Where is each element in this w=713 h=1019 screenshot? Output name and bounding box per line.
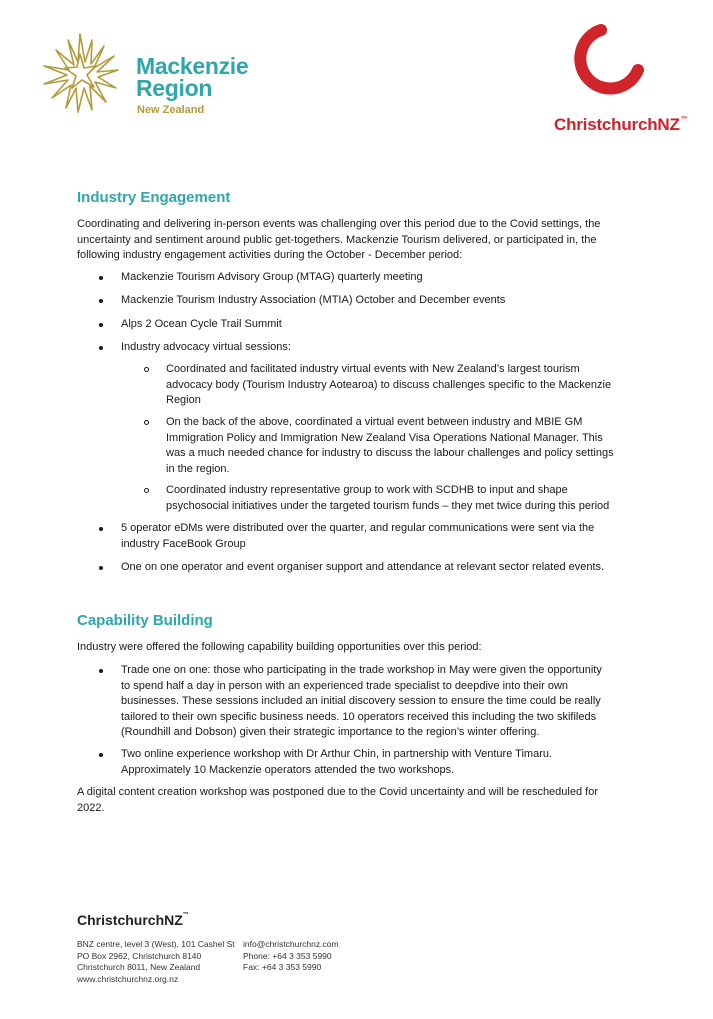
text-line: industry FaceBook Group (121, 537, 246, 550)
footer-contact (243, 939, 339, 974)
sub-list-item (166, 362, 636, 409)
list-item (121, 521, 641, 552)
text-line: uncertainty and sentiment around public get-togethers. Mackenzie Tourism delivered, or participated in, the (77, 233, 597, 246)
footer-address (77, 939, 235, 985)
text-line: was a much needed chance for industry to discuss the labour challenges and policy settings (166, 447, 614, 459)
website-link[interactable]: www.christchurchnz.org.nz (77, 973, 179, 984)
list-item: One on one operator and event organiser support and attendance at relevant sector related events. (121, 560, 641, 576)
fax-number: Fax: +64 3 353 5990 (243, 962, 322, 972)
text-line: in the region. (166, 462, 230, 475)
email-link[interactable]: info@christchurchnz.com (243, 939, 339, 949)
text-line: (Roundhill and Dobson) given their strategic importance to the region’s winter offering. (121, 726, 540, 738)
list-item (121, 663, 641, 741)
text-line: Two online experience workshop with Dr Arthur Chin, in partnership with Venture Timaru. (121, 748, 553, 760)
heading-industry-engagement: Industry Engagement (77, 189, 231, 206)
address-line: BNZ centre, level 3 (West), 101 Cashel St (77, 939, 235, 949)
text-line: following industry engagement activities during the October - December period: (77, 249, 463, 261)
list-item: Mackenzie Tourism Advisory Group (MTAG) quarterly meeting (121, 270, 641, 286)
christchurchnz-logo (548, 24, 698, 136)
logo-subtitle: New Zealand (137, 104, 205, 116)
mackenzie-star-icon (38, 32, 122, 116)
list-item: Industry advocacy virtual sessions: (121, 340, 641, 356)
mackenzie-region-logo (38, 28, 268, 120)
text-line: Coordinated industry representative group to work with SCDHB to input and shape (166, 484, 568, 496)
christchurch-c-mark-icon (574, 24, 646, 106)
phone-number: Phone: +64 3 353 5990 (243, 950, 332, 961)
paragraph-closing (77, 785, 637, 816)
address-line: PO Box 2962, Christchurch 8140 (77, 950, 202, 961)
footer-logo: ChristchurchNZ™ (77, 912, 189, 928)
text-line: businesses. These sessions included an initial discovery session to ensure the time could be really (121, 695, 601, 707)
sub-list-item (166, 483, 636, 514)
text-line: A digital content creation workshop was postponed due to the Covid uncertainty and will be rescheduled for (77, 786, 598, 798)
logo-word-mackenzie: Mackenzie (136, 53, 249, 79)
text-line: advocacy body (Tourism Industry Aotearoa) to discuss challenges specific to the Mackenzie (166, 378, 612, 391)
text-line: 5 operator eDMs were distributed over the quarter, and regular communications were sent via the (121, 522, 595, 534)
heading-capability-building: Capability Building (77, 612, 213, 629)
text-line: 2022. (77, 801, 105, 814)
text-line: Approximately 10 Mackenzie operators attended the two workshops. (121, 763, 455, 776)
text-line: Coordinating and delivering in-person events was challenging over this period due to the Covid settings, the (77, 218, 601, 230)
list-item (121, 747, 641, 778)
logo-word-region: Region (136, 75, 213, 101)
text-line: Trade one on one: those who participating in the trade workshop in May were given the opportunity (121, 664, 602, 676)
list-item: Mackenzie Tourism Industry Association (MTIA) October and December events (121, 293, 641, 309)
christchurchnz-wordmark: ChristchurchNZ™ (554, 115, 688, 134)
text-line: Immigration Policy and Immigration New Zealand Visa Operations National Manager. This (166, 431, 603, 444)
paragraph-capability-intro: Industry were offered the following capability building opportunities over this period: (77, 641, 482, 653)
text-line: On the back of the above, coordinated a virtual event between industry and MBIE GM (166, 416, 583, 428)
paragraph-industry-intro (77, 217, 637, 264)
text-line: psychosocial initiatives under the targeted tourism funds – they met twice during this period (166, 499, 610, 512)
list-item: Alps 2 Ocean Cycle Trail Summit (121, 317, 641, 333)
text-line: Coordinated and facilitated industry virtual events with New Zealand’s largest tourism (166, 363, 580, 375)
text-line: tailored to their own specific business needs. 10 operators received this including the two skifileds (121, 710, 597, 723)
sub-list-item (166, 415, 636, 477)
text-line: Region (166, 394, 201, 406)
text-line: to spend half a day in person with an experienced trade specialist to deepdive into their own (121, 679, 569, 692)
address-line: Christchurch 8011, New Zealand (77, 962, 201, 972)
